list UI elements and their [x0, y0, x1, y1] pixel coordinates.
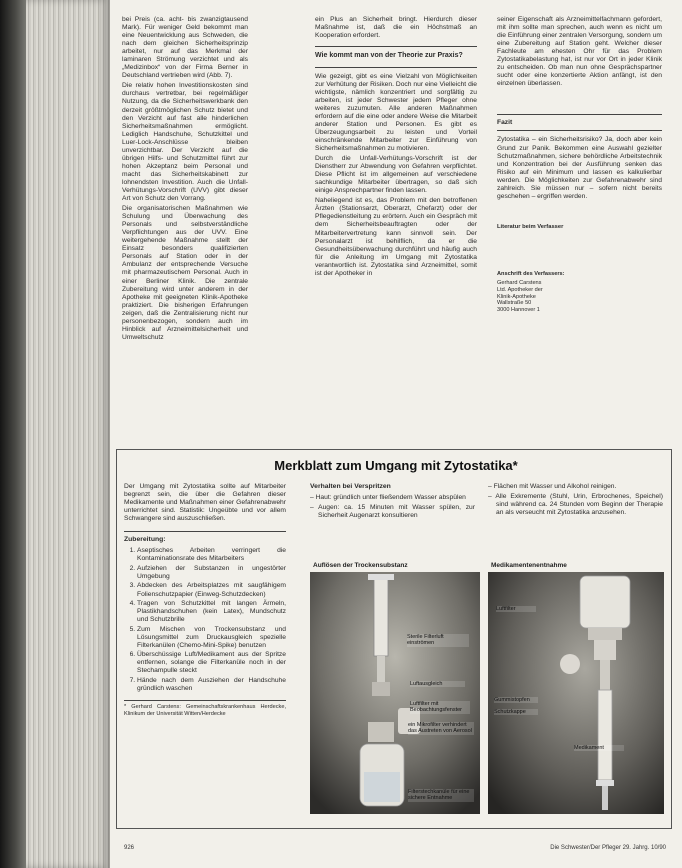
cleanup-item: – Flächen mit Wasser und Alkohol reinigen.: [488, 483, 617, 490]
photo2-label: Schutzkappe: [494, 709, 538, 715]
photo1-label: Sterile Filterluft einströmen: [407, 634, 469, 647]
verhalten-list: [310, 494, 475, 520]
step-item: 7. Hände nach dem Ausziehen der Handschuhe gründlich waschen: [137, 677, 286, 693]
article-column-2: [315, 16, 477, 280]
fazit-heading: Fazit: [497, 119, 513, 127]
cleanup-item: – Alle Exkremente (Stuhl, Urin, Erbrochenes, Speichel) sind während ca. 24 Stunden vom Beginn der Therapie an als verseucht mit Zytostatika anzusehen.: [488, 493, 663, 517]
photo-reconstitution: [310, 572, 480, 814]
section-rule: [497, 114, 662, 115]
address-line: Klinik-Apotheke: [497, 293, 536, 300]
verhalten-text: Haut: gründlich unter fließendem Wasser abspülen: [315, 494, 466, 502]
col2-intro: ein Plus an Sicherheit bringt. Hierdurch dieser Maßnahme ist, daß die ein Höchstmaß an Kooperation erfordert.: [315, 16, 477, 40]
address-line: Ltd. Apotheker der: [497, 287, 543, 294]
col1-paragraph: Die relativ hohen Investitionskosten sind durchaus vertretbar, bei regelmäßiger Nutzung, da die Sicherheitswerkbank den derzeit größtmöglichen Schutz bietet und den Verzicht auf fast alle hinderlichen Sicherheitsmaßnahmen ermöglicht. Lediglich Handschuhe, Schutzkittel und Luer-Lock-Anschlüsse bleiben unverzichtbar. Der Verzicht auf die übrigen Hilfs- und Schutzmittel führt zur hohen Akzeptanz beim Personal und macht das Sicherheitskabinett zur lohnendsten Investition. Auch die Unfall-Verhütungs-Vorschrift (UVV) gibt dieser Art von Schutz den Vorrang.: [122, 82, 248, 203]
cleanup-text: Flächen mit Wasser und Alkohol reinigen.: [493, 483, 617, 490]
journal-reference: Die Schwester/Der Pfleger 29. Jahrg. 10/90: [550, 845, 666, 851]
photo2-caption: Medikamentenentnahme: [491, 562, 567, 569]
photo1-label: ein Mikrofilter verhindert das Austreten von Aerosol: [408, 722, 474, 735]
step-item: 2. Aufziehen der Substanzen in ungestörter Umgebung: [137, 565, 286, 581]
photo1-label: Luftfilter mit Beobachtungsfenster: [410, 701, 470, 714]
col1-paragraph: Die organisatorischen Maßnahmen wie Schulung und Überwachung des Personals und selbstverständliche Verpflichtungen aus der UVV. Eine weitergehende Maßnahme stellt der Einsatz besonders qualifizierten Personals auf Station oder in der Ambulanz der entsprechende Versuche mit pharmazeutischem Personal. Auch in einer Berliner Klinik. Die zentrale Zubereitung wird unter anderem in der Apotheke mit geeigneten Klinik-Apotheke praktiziert. Die bisherigen Erfahrungen zeigen, daß die Zentralisierung nicht nur personenbezogen, sondern auch im Hinblick auf Arzneimittelsicherheit und Umweltschutz: [122, 205, 248, 341]
verhalten-heading: Verhalten bei Verspritzen: [310, 483, 391, 490]
step-item: 4. Tragen von Schutzkittel mit langen Ärmeln, Plastikhandschuhen (kein Latex), Mundschutz und Schutzbrille: [137, 600, 286, 624]
page-number: 926: [124, 845, 135, 851]
section-heading: Wie kommt man von der Theorie zur Praxis?: [315, 52, 463, 60]
step-item: 6. Überschüssige Luft/Medikament aus der Spritze entfernen, solange die Filterkanüle noch in der Stechampulle steckt: [137, 651, 286, 675]
verhalten-item: – Haut: gründlich unter fließendem Wasser abspülen: [310, 494, 466, 502]
book-spine-shadow: [0, 0, 26, 868]
verhalten-item: – Augen: ca. 15 Minuten mit Wasser spülen, zur Sicherheit Augenarzt konsultieren: [310, 504, 475, 520]
step-item: 3. Abdecken des Arbeitsplatzes mit saugfähigem Folienschutzpapier (Einweg-Schutzdecken): [137, 582, 286, 598]
section-rule: [497, 130, 662, 131]
section-rule: [315, 46, 477, 47]
photo2-label: Medikament: [574, 745, 624, 751]
article-column-1: [122, 16, 248, 344]
step-item: 5. Zum Mischen von Trockensubstanz und Lösungsmittel zum Druckausgleich spezielle Filterkanülen (Chemo-Mini-Spike) benutzen: [137, 626, 286, 650]
article-column-3: [497, 16, 662, 313]
syringe-vial-illustration: [310, 572, 480, 814]
photo2-label: Gummistopfen: [494, 697, 538, 703]
col2-paragraph: Wie gezeigt, gibt es eine Vielzahl von Möglichkeiten zur Verhütung der Risiken. Doch nur eine Vielleicht die wichtigste, nämlich konzentriert und sorgfältig zu arbeiten, ist jeder Schwester jedem Pfleger ohne weiteres zuzumuten. Alle anderen Maßnahmen erfordern auf die eine oder andere Weise die Mitarbeit anderer Station und Personen. Es gibt es Überzeugungsarbeit zu leisten und Vorteil einschränkende Mitarbeiter zur Einführung von Sicherheitsmaßnahmen zu motivieren.: [315, 72, 477, 153]
col2-paragraph: Naheliegend ist es, das Problem mit den betroffenen Ärzten (Stationsarzt, Oberarzt, Chefarzt) oder der Pflegedienstleitung zu erörtern. Auch ein Gespräch mit dem Sicherheitsbeauftragten oder der Mitarbeitervertretung kann sinnvoll sein. Der Personalarzt ist behilflich, da er die Gesundheitsüberwachung durchführt und häufig auch für die Anleitung im Umgang mit Zytostatika verantwortlich ist. Zytostatika sind Arzneimittel, somit ist der Apotheker in: [315, 197, 477, 277]
photo1-caption: Auflösen der Trockensubstanz: [313, 562, 408, 569]
col2-paragraph: Durch die Unfall-Verhütungs-Vorschrift ist der Dienstherr zur Abwendung von Gefahren verpflichtet. Diese Pflicht ist im allgemeinen auf verschiedene sachkundige Mitarbeiter übertragen, so daß sich einige Ansprechpartner finden lassen.: [315, 155, 477, 195]
section-rule: [124, 531, 286, 532]
author-address: [497, 271, 662, 314]
section-rule: [315, 67, 477, 68]
literature-note: Literatur beim Verfasser: [497, 223, 564, 230]
zubereitung-steps: [124, 547, 286, 693]
cleanup-list: [488, 483, 663, 517]
merkblatt-intro: Der Umgang mit Zytostatika sollte auf Mitarbeiter begrenzt sein, die über die Gefahren dieser Medikamente und Maßnahmen einer Gefahrenabwehr unterrichtet sind. Statistik: Ungeübte und vor allem Schwangere sind auszuschließen.: [124, 483, 286, 523]
address-line: Wallstraße 50: [497, 300, 532, 307]
cleanup-text: Alle Exkremente (Stuhl, Urin, Erbrochenes, Speichel) sind während ca. 24 Stunden vom Beginn der Therapie an als verseucht mit Zytostatika anzusehen.: [495, 493, 663, 517]
address-line: 3000 Hannover 1: [497, 306, 540, 313]
magazine-page: [110, 0, 682, 868]
section-rule: [124, 700, 286, 701]
address-heading: Anschrift des Verfassers:: [497, 270, 565, 277]
footnote: * Gerhard Carstens: Gemeinschaftskrankenhaus Herdecke, Klinikum der Universität Witten/Herdecke: [124, 704, 286, 717]
step-item: 1. Aseptisches Arbeiten verringert die Kontaminationsrate des Mitarbeiters: [137, 547, 286, 563]
merkblatt-column-1: [124, 483, 286, 719]
merkblatt-title: Merkblatt zum Umgang mit Zytostatika*: [274, 458, 518, 473]
photo1-label: Luftausgleich: [410, 681, 465, 687]
zubereitung-heading: Zubereitung:: [124, 536, 166, 544]
page-edges: [26, 0, 110, 868]
fazit-text: Zytostatika – ein Sicherheitsrisiko? Ja, doch aber kein Grund zur Panik. Bekommen eine Auswahl gezielter Schutzmaßnahmen, sichere behördliche Arbeitstechnik und Konzentration bei der Ausführung senken das Risiko auf ein Minimum und lassen es kalkulierbar werden. Die Möglichkeiten zur Gefahrenabwehr sind zahlreich. Sie müssen nur – sofern nicht bereits geschehen – ergriffen werden.: [497, 136, 662, 200]
merkblatt-column-3: [488, 483, 663, 519]
photo1-label: Filterstechkanüle für eine sichere Entnahme: [408, 789, 474, 802]
col3-paragraph: seiner Eigenschaft als Arzneimittelfachmann gefordert, mit ihm sollte man sprechen, auch wenn es nicht um die Einführung einer zentralen Versorgung, sondern um eine Zubereitung auf Station geht. Welcher dieser Fachleute am ehesten Ohr für das Problem Zytostatikabelastung hat, ist nur vor Ort in jeder Klinik zu entscheiden. Ob man nun ohne Gesprächspartner sucht oder eine konzertierte Aktion anfängt, ist den einzelnen überlassen.: [497, 16, 662, 88]
photo2-label: Luftfilter: [496, 606, 536, 612]
address-line: Gerhard Carstens: [497, 280, 542, 287]
col1-paragraph: bei Preis (ca. acht- bis zwanzigtausend Mark). Für weniger Geld bekommt man eine Neuentwicklung aus Schweden, die nach dem gleichen Sicherheitsprinzip arbeitet, nur auf das Merkmal der laminaren Strömung verzichtet und als „Medizinbox“ von der Firma Berner in Deutschland vertrieben wird (Abb. 7).: [122, 16, 248, 80]
merkblatt-column-2: [310, 483, 475, 522]
verhalten-text: Augen: ca. 15 Minuten mit Wasser spülen, zur Sicherheit Augenarzt konsultieren: [318, 504, 475, 520]
